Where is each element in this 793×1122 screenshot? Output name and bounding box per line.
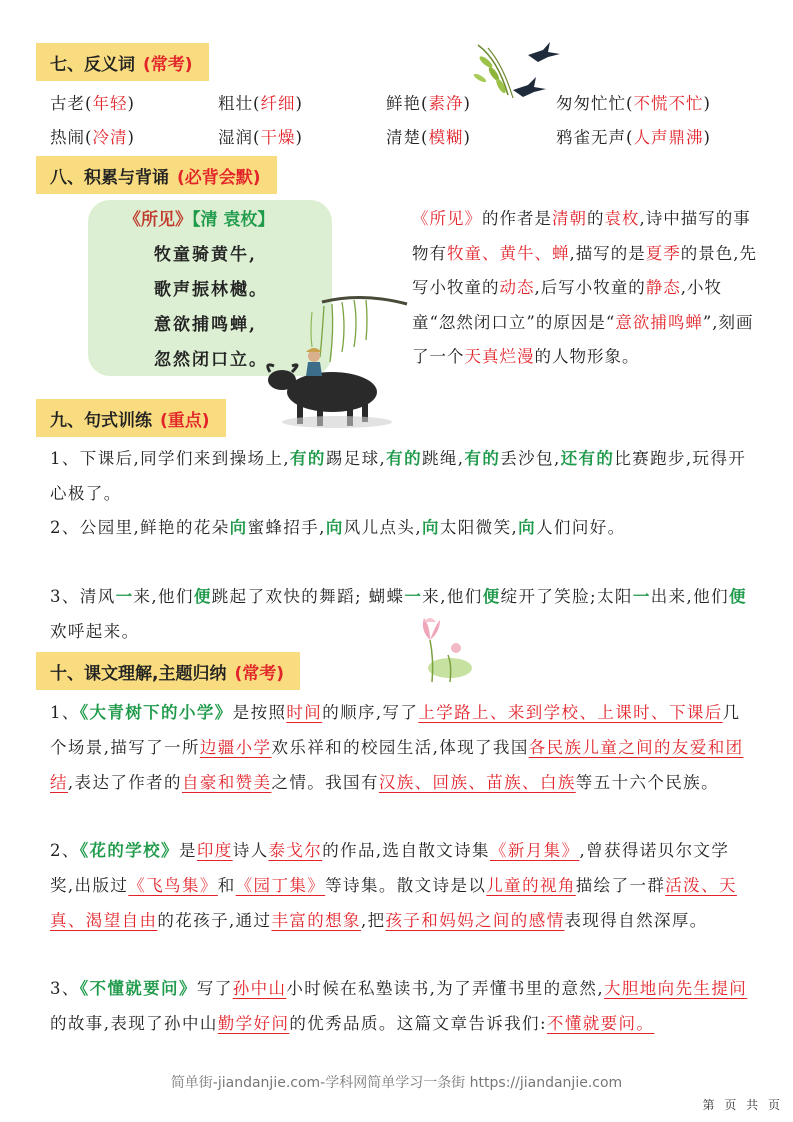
- section-8-header: [36, 156, 277, 194]
- section-9-tag: (重点): [160, 410, 210, 431]
- antonym-pair: 鲜艳(素净): [386, 94, 471, 113]
- text-summary-2: 2、《花的学校》是印度诗人泰戈尔的作品,选自散文诗集《新月集》,曾获得诺贝尔文学奖,出版过《飞鸟集》和《园丁集》等诗集。散文诗是以儿童的视角描绘了一群活泼、天真、渴望自由的花孩子,通过丰富的想象,把孩子和妈妈之间的感情表现得自然深厚。: [50, 841, 737, 930]
- antonym-pair: 粗壮(纤细): [218, 94, 303, 113]
- antonym-pair: 古老(年轻): [50, 94, 135, 113]
- section-8-title: 八、积累与背诵: [50, 167, 169, 188]
- poem-line: 歌声振林樾。: [154, 280, 268, 300]
- text-summary-3: 3、《不懂就要问》写了孙中山小时候在私塾读书,为了弄懂书里的意然,大胆地向先生提问的故事,表现了孙中山勤学好问的优秀品质。这篇文章告诉我们:不懂就要问。: [50, 979, 748, 1033]
- antonym-pair: 匆匆忙忙(不慌不忙): [556, 94, 711, 113]
- sentence-pattern-2: 2、公园里,鲜艳的花朵向蜜蜂招手,向风儿点头,向太阳微笑,向人们问好。: [50, 518, 626, 537]
- poem-line: 忽然闭口立。: [154, 350, 268, 370]
- section-10-title: 十、课文理解,主题归纳: [50, 663, 227, 684]
- section-7-header: [36, 43, 209, 81]
- antonym-pair: 湿润(干燥): [218, 128, 303, 147]
- poem-line: 牧童骑黄牛,: [154, 245, 257, 265]
- footer-watermark: 简单街-jiandanjie.com-学科网简单学习一条街 https://jiandanjie.com: [170, 1075, 623, 1091]
- section-7-tag: (常考): [143, 54, 193, 75]
- section-9-header: [36, 399, 226, 437]
- section-8-tag: (必背会默): [177, 167, 261, 188]
- section-7-title: 七、反义词: [50, 54, 135, 75]
- sentence-pattern-1: 1、下课后,同学们来到操场上,有的踢足球,有的跳绳,有的丢沙包,还有的比赛跑步,玩得开心极了。: [50, 449, 747, 503]
- antonym-pair: 热闹(冷清): [50, 128, 135, 147]
- poem-title: 《所见》【清 袁枚】: [124, 210, 275, 230]
- section-10-header: [36, 652, 300, 690]
- antonym-pair: 清楚(模糊): [386, 128, 471, 147]
- cowherd-buffalo-illustration: [262, 292, 412, 432]
- section-10-tag: (常考): [234, 663, 285, 684]
- sentence-pattern-3: 3、清风一来,他们便跳起了欢快的舞蹈; 蝴蝶一来,他们便绽开了笑脸;太阳一出来,他们便欢呼起来。: [50, 587, 747, 641]
- swallow-willow-illustration: [468, 40, 563, 110]
- text-summary-1: 1、《大青树下的小学》是按照时间的顺序,写了上学路上、来到学校、上课时、下课后几个场景,描写了一所边疆小学欢乐祥和的校园生活,体现了我国各民族儿童之间的友爱和团结,表达了作者的自豪和赞美之情。我国有汉族、回族、苗族、白族等五十六个民族。: [50, 703, 744, 792]
- poem-explanation: 《所见》的作者是清朝的袁枚,诗中描写的事物有牧童、黄牛、蝉,描写的是夏季的景色,先写小牧童的动态,后写小牧童的静态,小牧童“忽然闭口立”的原因是“意欲捕鸣蝉”,刻画了一个天真烂漫的人物形象。: [412, 209, 757, 366]
- poem-line: 意欲捕鸣蝉,: [154, 315, 257, 335]
- lotus-illustration: [410, 610, 475, 688]
- section-9-title: 九、句式训练: [50, 410, 152, 431]
- page-number: 第 页 共 页: [702, 1098, 783, 1112]
- antonym-pair: 鸦雀无声(人声鼎沸): [556, 128, 711, 147]
